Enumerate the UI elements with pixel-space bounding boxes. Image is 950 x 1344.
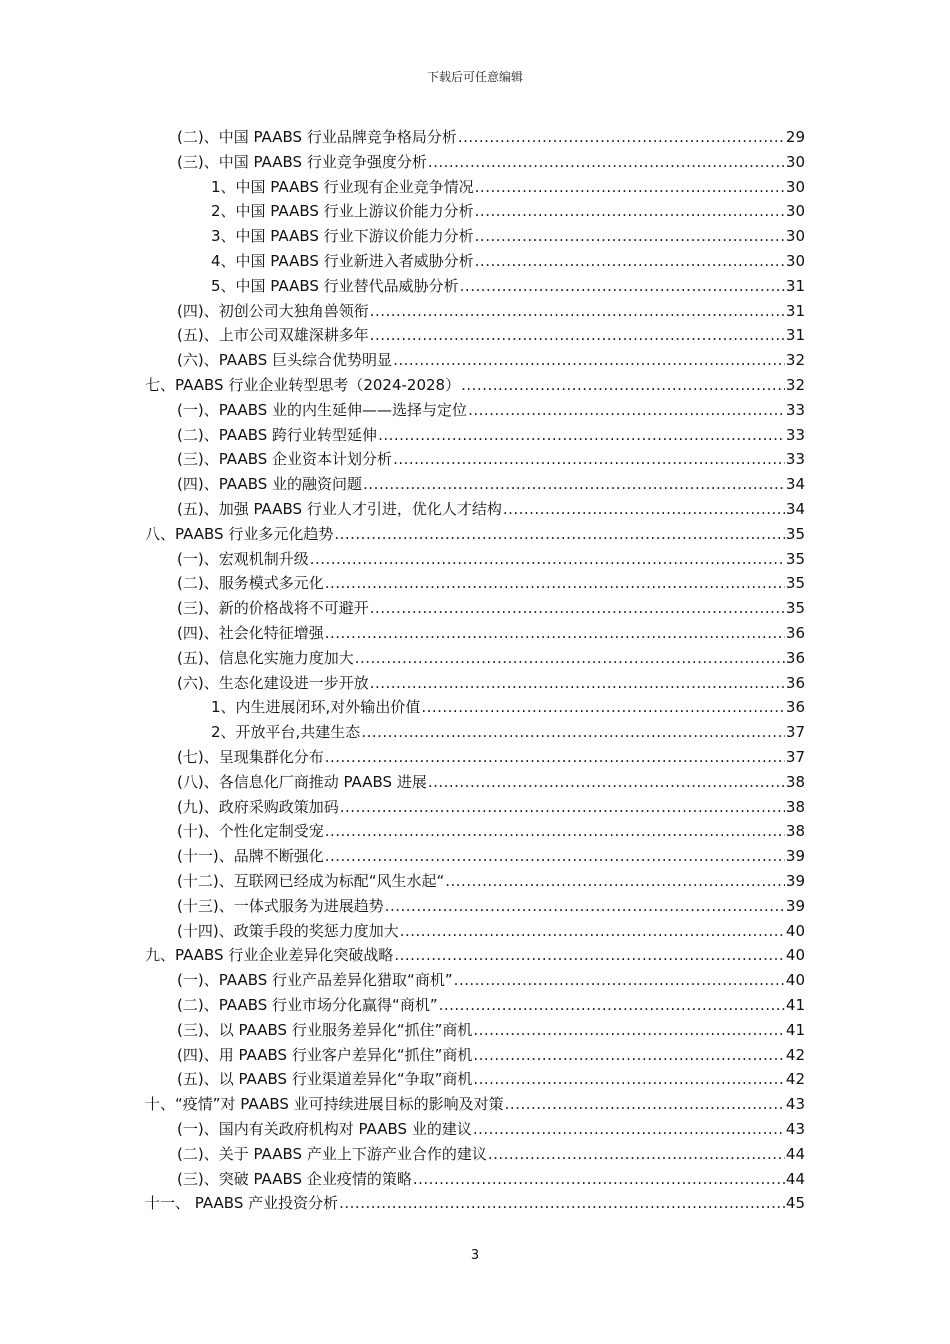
toc-entry[interactable] (211, 199, 805, 224)
toc-entry[interactable] (145, 373, 805, 398)
toc-entry[interactable] (145, 522, 805, 547)
toc-dot-leader (473, 1067, 785, 1092)
toc-entry-title: (三)、以 PAABS 行业服务差异化“抓住”商机 (177, 1020, 473, 1039)
toc-entry-page: 40 (785, 971, 805, 990)
toc-entry-page: 38 (785, 822, 805, 841)
toc-entry-title: 九、PAABS 行业企业差异化突破战略 (145, 946, 394, 965)
toc-entry-title: (七)、呈现集群化分布 (177, 748, 324, 766)
toc-entry-title: 八、PAABS 行业多元化趋势 (145, 524, 334, 543)
toc-entry-page: 32 (785, 376, 805, 394)
toc-entry-page: 42 (785, 1070, 805, 1089)
toc-entry[interactable] (177, 1043, 805, 1068)
toc-entry-title: (五)、加强 PAABS 行业人才引进，优化人才结构 (177, 500, 502, 518)
toc-dot-leader (460, 274, 785, 299)
toc-entry[interactable] (177, 323, 805, 348)
toc-entry-title: (一)、国内有关政府机构对 PAABS 业的建议 (177, 1120, 472, 1138)
toc-entry-title: 2、开放平台,共建生态 (211, 723, 361, 742)
toc-entry[interactable] (177, 497, 805, 522)
toc-entry-title: 十、“疫情”对 PAABS 业可持续进展目标的影响及对策 (145, 1095, 504, 1114)
toc-dot-leader (421, 695, 785, 720)
toc-entry[interactable] (177, 993, 805, 1018)
toc-entry-title: (三)、突破 PAABS 企业疫情的策略 (177, 1169, 412, 1188)
toc-entry-page: 35 (785, 599, 805, 618)
toc-entry-title: (一)、PAABS 业的内生延伸——选择与定位 (177, 400, 468, 419)
toc-dot-leader (363, 472, 785, 497)
toc-entry-page: 41 (785, 996, 805, 1014)
toc-dot-leader (378, 423, 785, 448)
toc-entry-title: 1、中国 PAABS 行业现有企业竞争情况 (211, 177, 474, 196)
toc-entry-title: (四)、用 PAABS 行业客户差异化“抓住”商机 (177, 1045, 473, 1064)
toc-entry-page: 36 (785, 624, 805, 642)
toc-entry[interactable] (177, 1167, 805, 1192)
toc-entry-page: 30 (785, 227, 805, 246)
toc-entry-page: 35 (785, 574, 805, 593)
toc-dot-leader (370, 323, 785, 348)
toc-entry-page: 37 (785, 748, 805, 766)
toc-entry-page: 40 (785, 921, 805, 940)
toc-dot-leader (454, 968, 785, 993)
toc-entry-title: (五)、以 PAABS 行业渠道差异化“争取”商机 (177, 1070, 473, 1089)
toc-entry[interactable] (177, 671, 805, 696)
toc-dot-leader (310, 547, 785, 572)
toc-entry-title: (三)、新的价格战将不可避开 (177, 599, 369, 618)
toc-dot-leader (393, 447, 785, 472)
toc-dot-leader (413, 1167, 785, 1192)
toc-entry[interactable] (177, 919, 805, 944)
toc-entry[interactable] (145, 1092, 805, 1117)
toc-dot-leader (355, 646, 785, 671)
toc-entry-page: 32 (785, 351, 805, 370)
toc-entry[interactable] (177, 472, 805, 497)
toc-entry-title: (十二)、互联网已经成为标配“风生水起“ (177, 872, 445, 890)
toc-dot-leader (334, 522, 785, 547)
toc-entry[interactable] (177, 1142, 805, 1167)
toc-entry-page: 38 (785, 772, 805, 791)
toc-entry-title: (九)、政府采购政策加码 (177, 797, 339, 816)
toc-entry-page: 43 (785, 1095, 805, 1114)
toc-entry-title: (十一)、品牌不断强化 (177, 847, 324, 866)
toc-dot-leader (370, 596, 785, 621)
toc-entry-title: (二)、PAABS 行业市场分化赢得“商机” (177, 996, 438, 1014)
toc-entry[interactable] (211, 175, 805, 200)
toc-dot-leader (370, 299, 785, 324)
toc-entry[interactable] (177, 1067, 805, 1092)
toc-entry-page: 30 (785, 152, 805, 171)
toc-entry-page: 30 (785, 177, 805, 196)
toc-entry-title: (三)、中国 PAABS 行业竞争强度分析 (177, 152, 427, 171)
toc-dot-leader (468, 398, 785, 423)
toc-entry[interactable] (177, 125, 805, 150)
toc-entry[interactable] (211, 720, 805, 745)
toc-entry-page: 45 (785, 1194, 805, 1213)
toc-entry-title: (五)、信息化实施力度加大 (177, 648, 354, 667)
toc-dot-leader (439, 993, 785, 1018)
toc-dot-leader (339, 1191, 785, 1216)
toc-entry-title: (八)、各信息化厂商推动 PAABS 进展 (177, 772, 427, 791)
toc-entry-title: (三)、PAABS 企业资本计划分析 (177, 450, 393, 469)
toc-dot-leader (488, 1142, 785, 1167)
toc-entry[interactable] (177, 150, 805, 175)
toc-entry-page: 44 (785, 1144, 805, 1163)
toc-entry-page: 30 (785, 202, 805, 221)
toc-entry[interactable] (211, 249, 805, 274)
toc-dot-leader (428, 150, 785, 175)
toc-dot-leader (445, 869, 785, 894)
toc-entry[interactable] (177, 571, 805, 596)
toc-entry-title: (一)、PAABS 行业产品差异化猎取“商机” (177, 971, 453, 990)
toc-dot-leader (325, 745, 785, 770)
toc-entry-page: 36 (785, 648, 805, 667)
toc-entry-page: 41 (785, 1020, 805, 1039)
toc-dot-leader (503, 497, 785, 522)
toc-entry-title: (二)、PAABS 跨行业转型延伸 (177, 425, 378, 444)
toc-dot-leader (385, 894, 785, 919)
toc-entry-title: 七、PAABS 行业企业转型思考（2024-2028） (145, 376, 461, 394)
toc-dot-leader (473, 1117, 785, 1142)
toc-dot-leader (473, 1018, 785, 1043)
toc-entry-title: (四)、社会化特征增强 (177, 624, 324, 642)
toc-entry[interactable] (177, 1018, 805, 1043)
toc-entry-page: 31 (785, 326, 805, 345)
toc-dot-leader (325, 844, 785, 869)
toc-entry-title: 2、中国 PAABS 行业上游议价能力分析 (211, 202, 474, 221)
toc-entry-page: 42 (785, 1045, 805, 1064)
toc-entry-title: 十一、 PAABS 产业投资分析 (145, 1194, 339, 1213)
toc-entry[interactable] (177, 423, 805, 448)
toc-entry-page: 33 (785, 400, 805, 419)
toc-entry[interactable] (145, 943, 805, 968)
toc-entry-page: 33 (785, 450, 805, 469)
toc-entry-page: 31 (785, 301, 805, 320)
toc-entry-page: 40 (785, 946, 805, 965)
toc-entry-page: 33 (785, 425, 805, 444)
toc-entry-page: 34 (785, 475, 805, 494)
toc-dot-leader (325, 571, 785, 596)
toc-dot-leader (400, 919, 785, 944)
toc-dot-leader (461, 373, 785, 398)
toc-entry-page: 35 (785, 549, 805, 568)
toc-entry-title: (一)、宏观机制升级 (177, 549, 309, 568)
toc-entry[interactable] (211, 224, 805, 249)
toc-entry-title: 4、中国 PAABS 行业新进入者威胁分析 (211, 252, 474, 270)
toc-entry[interactable] (177, 299, 805, 324)
toc-dot-leader (325, 819, 785, 844)
toc-entry-title: (十三)、一体式服务为进展趋势 (177, 896, 384, 915)
toc-entry-page: 39 (785, 896, 805, 915)
toc-entry-title: (四)、初创公司大独角兽领衔 (177, 301, 369, 320)
toc-entry-page: 43 (785, 1120, 805, 1138)
toc-entry[interactable] (177, 770, 805, 795)
toc-entry-page: 44 (785, 1169, 805, 1188)
toc-dot-leader (325, 621, 785, 646)
toc-entry[interactable] (211, 274, 805, 299)
toc-dot-leader (370, 671, 785, 696)
toc-dot-leader (394, 943, 785, 968)
toc-entry-title: (十)、个性化定制受宠 (177, 822, 324, 841)
toc-dot-leader (475, 199, 785, 224)
toc-entry-title: (二)、服务模式多元化 (177, 574, 324, 593)
toc-entry[interactable] (177, 844, 805, 869)
toc-entry[interactable] (177, 398, 805, 423)
toc-entry-title: (四)、PAABS 业的融资问题 (177, 475, 363, 494)
toc-entry-title: (十四)、政策手段的奖惩力度加大 (177, 921, 399, 940)
toc-entry-title: (六)、生态化建设进一步开放 (177, 673, 369, 692)
toc-dot-leader (473, 1043, 785, 1068)
toc-entry[interactable] (177, 795, 805, 820)
toc-entry-page: 30 (785, 252, 805, 270)
toc-dot-leader (361, 720, 785, 745)
toc-entry[interactable] (145, 1191, 805, 1216)
toc-entry-title: 3、中国 PAABS 行业下游议价能力分析 (211, 227, 474, 246)
toc-entry-title: (六)、PAABS 巨头综合优势明显 (177, 351, 393, 370)
toc-dot-leader (393, 348, 785, 373)
toc-dot-leader (505, 1092, 785, 1117)
toc-dot-leader (475, 224, 785, 249)
toc-entry[interactable] (177, 547, 805, 572)
toc-entry-page: 36 (785, 698, 805, 717)
toc-dot-leader (428, 770, 785, 795)
toc-dot-leader (475, 249, 785, 274)
toc-entry[interactable] (177, 819, 805, 844)
toc-entry[interactable] (177, 894, 805, 919)
page-header: 下载后可任意编辑 (426, 70, 523, 84)
toc-entry[interactable] (177, 348, 805, 373)
toc-entry[interactable] (177, 447, 805, 472)
toc-entry[interactable] (177, 646, 805, 671)
toc-entry-title: (五)、上市公司双雄深耕多年 (177, 326, 369, 345)
toc-entry-page: 31 (785, 276, 805, 295)
toc-entry-title: (二)、关于 PAABS 产业上下游产业合作的建议 (177, 1144, 487, 1163)
toc-entry-page: 37 (785, 723, 805, 742)
toc-entry-page: 38 (785, 797, 805, 816)
toc-entry-title: 1、内生进展闭环,对外输出价值 (211, 698, 421, 717)
toc-entry[interactable] (177, 596, 805, 621)
page-number: 3 (470, 1248, 480, 1263)
toc-entry[interactable] (177, 968, 805, 993)
toc-entry[interactable] (177, 745, 805, 770)
toc-entry-title: (二)、中国 PAABS 行业品牌竞争格局分析 (177, 128, 457, 146)
toc-entry-page: 29 (785, 128, 805, 146)
toc-entry-page: 39 (785, 872, 805, 890)
toc-entry[interactable] (177, 1117, 805, 1142)
toc-entry[interactable] (177, 621, 805, 646)
toc-entry[interactable] (177, 869, 805, 894)
toc-entry[interactable] (211, 695, 805, 720)
toc-entry-page: 39 (785, 847, 805, 866)
toc-entry-title: 5、中国 PAABS 行业替代品威胁分析 (211, 276, 459, 295)
toc-dot-leader (458, 125, 785, 150)
toc-entry-page: 34 (785, 500, 805, 518)
toc-dot-leader (340, 795, 785, 820)
toc-entry-page: 36 (785, 673, 805, 692)
toc-dot-leader (475, 175, 785, 200)
toc-entry-page: 35 (785, 524, 805, 543)
